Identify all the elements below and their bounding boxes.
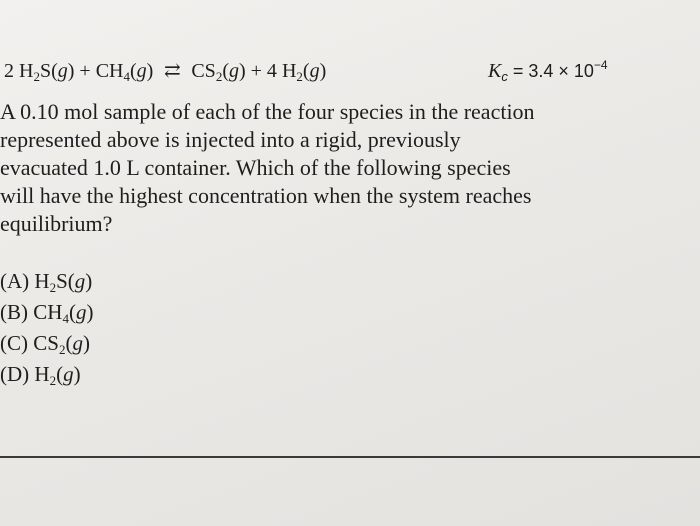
- product-1-formula: CS: [191, 60, 216, 82]
- choice-formula-rest: (: [56, 362, 64, 386]
- reactant-1-coefficient: 2: [4, 60, 19, 82]
- product-2-open: (: [302, 60, 310, 82]
- product-2-subscript: 2: [296, 69, 303, 84]
- choice-formula: H: [34, 269, 50, 293]
- choice-formula-rest: (: [65, 331, 73, 355]
- choice-subscript: 2: [49, 373, 57, 388]
- kc-symbol: K: [488, 60, 502, 82]
- choice-phase: g: [74, 269, 86, 293]
- question-line: equilibrium?: [0, 211, 113, 236]
- choice-phase: g: [63, 362, 74, 386]
- choice-formula: CH: [33, 300, 63, 324]
- choice-formula-rest: (: [68, 300, 76, 324]
- question-text: [0, 98, 690, 238]
- reactant-2-subscript: 4: [123, 69, 130, 84]
- choice-label: (A): [0, 269, 35, 293]
- choice-close: ): [82, 331, 90, 355]
- reactant-2-formula: CH: [95, 60, 124, 82]
- reaction-equation: [4, 58, 326, 83]
- reactant-1-formula-rest: S(: [39, 60, 58, 82]
- choice-close: ): [85, 269, 93, 293]
- choice-c[interactable]: [0, 328, 93, 359]
- reactant-2-phase: g: [136, 60, 147, 82]
- choice-label: (B): [0, 300, 34, 324]
- reactant-2-open: (: [130, 60, 137, 82]
- choice-d[interactable]: [0, 359, 93, 390]
- choice-label: (D): [0, 362, 35, 386]
- choice-close: ): [73, 362, 81, 386]
- choice-subscript: 2: [49, 280, 57, 295]
- reactant-1-phase: g: [57, 60, 68, 82]
- reactant-1-close: ): [67, 60, 75, 82]
- reactant-1-formula: H: [19, 60, 34, 82]
- choice-close: ): [86, 300, 94, 324]
- product-2-formula: H: [281, 60, 297, 82]
- choice-formula: CS: [33, 331, 59, 355]
- product-2-close: ): [319, 60, 327, 82]
- kc-value: = 3.4 × 10: [507, 61, 594, 81]
- product-1-phase: g: [228, 60, 239, 82]
- choice-b[interactable]: [0, 297, 93, 328]
- product-2-phase: g: [309, 60, 320, 82]
- kc-subscript: c: [501, 69, 508, 84]
- question-line: A 0.10 mol sample of each of the four species in the reaction: [0, 99, 535, 124]
- reactant-2-close: ): [146, 60, 154, 82]
- question-line: evacuated 1.0 L container. Which of the following species: [0, 155, 511, 180]
- question-line: represented above is injected into a rigid, previously: [0, 127, 461, 152]
- product-1-close: ): [238, 60, 246, 82]
- choice-phase: g: [72, 331, 83, 355]
- choice-phase: g: [75, 300, 87, 324]
- question-line: will have the highest concentration when the system reaches: [0, 183, 532, 208]
- plus-sign: +: [74, 60, 96, 82]
- choice-label: (C): [0, 331, 34, 355]
- choice-subscript: 2: [58, 342, 66, 357]
- reactant-1-subscript: 2: [33, 69, 40, 84]
- plus-coefficient: + 4: [245, 60, 282, 82]
- equilibrium-arrow-icon: ⇄: [163, 60, 181, 82]
- equilibrium-constant: [488, 60, 608, 83]
- product-1-open: (: [222, 60, 229, 82]
- product-1-subscript: 2: [215, 69, 223, 84]
- answer-choices: [0, 266, 93, 390]
- choice-subscript: 4: [62, 311, 69, 326]
- choice-a[interactable]: [0, 266, 93, 297]
- choice-formula: H: [34, 362, 50, 386]
- horizontal-rule: [0, 456, 700, 458]
- kc-exponent: −4: [593, 58, 608, 72]
- choice-formula-rest: S(: [56, 269, 75, 293]
